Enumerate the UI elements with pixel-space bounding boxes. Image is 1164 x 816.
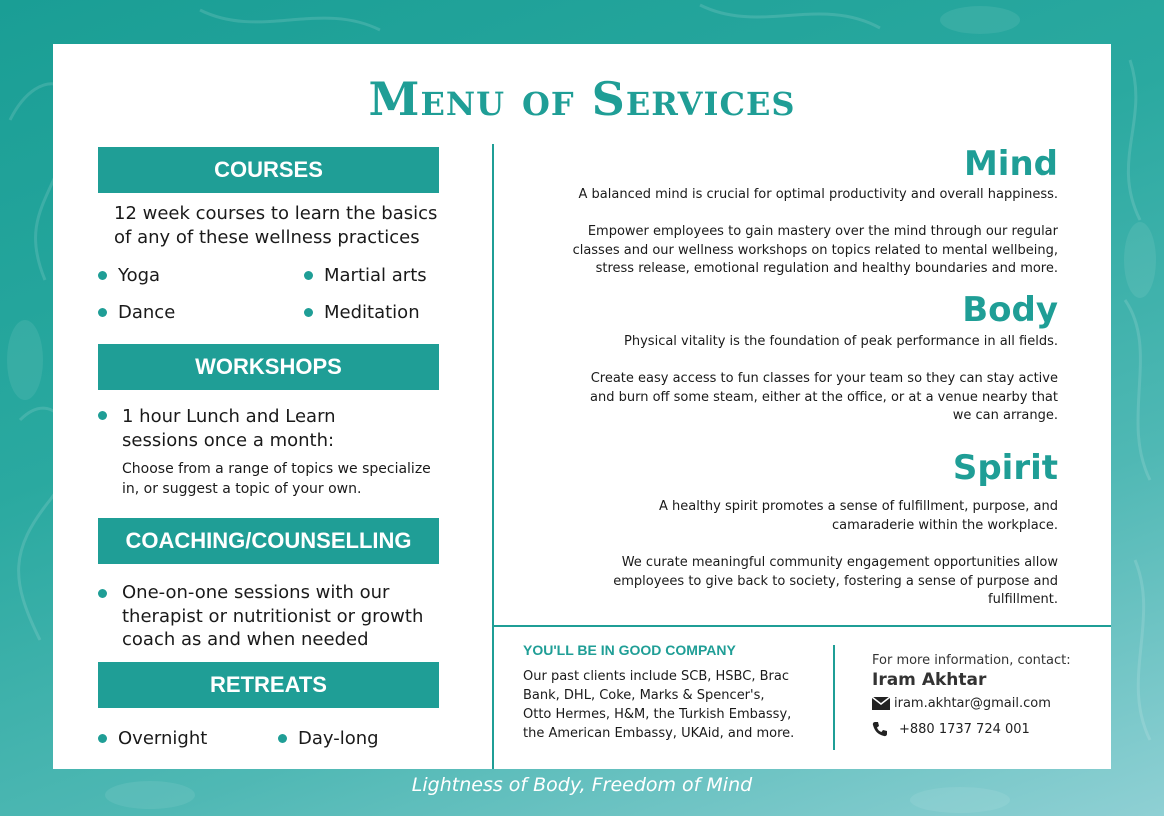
workshops-item-line: sessions once a month: [122,430,335,451]
company-text-line: Our past clients include SCB, HSBC, Brac [523,669,789,684]
retreats-header: RETREATS [98,662,439,708]
body-heading: Body [962,290,1058,330]
body-description [590,370,1058,426]
courses-description-line: 12 week courses to learn the basics [114,203,438,224]
course-label: Dance [118,302,176,323]
phone-icon [872,721,888,737]
tagline: Lightness of Body, Freedom of Mind [411,774,753,796]
mind-description-line: stress release, emotional regulation and healthy boundaries and more. [595,261,1058,276]
company-heading: YOU'LL BE IN GOOD COMPANY [523,642,736,658]
spirit-heading: Spirit [952,448,1058,488]
mind-intro: A balanced mind is crucial for optimal productivity and overall happiness. [578,187,1058,202]
contact-label: For more information, contact: [872,653,1071,668]
courses-description-line: of any of these wellness practices [114,227,420,248]
body-description-line: Create easy access to fun classes for your team so they can stay active [590,371,1058,386]
column-divider [492,144,494,769]
spirit-intro-line: A healthy spirit promotes a sense of fulfillment, purpose, and [658,499,1058,514]
bullet-icon [98,589,107,598]
mind-heading: Mind [963,144,1058,184]
company-text [523,667,808,743]
workshops-detail-line: Choose from a range of topics we specialize [122,461,431,477]
bullet-icon [278,734,287,743]
course-item-meditation [304,302,420,323]
spirit-description-line: fulfillment. [988,592,1058,607]
envelope-icon [872,697,890,710]
coaching-item-line: therapist or nutritionist or growth [122,605,424,627]
courses-header: COURSES [98,147,439,193]
coaching-item-line: coach as and when needed [122,629,369,650]
footer-divider [833,645,835,750]
bullet-icon [98,411,107,420]
workshops-detail [122,459,431,499]
spirit-description-line: employees to give back to society, fostering a sense of purpose and [613,573,1058,589]
contact-email-row [872,696,1051,711]
coaching-item-line: One-on-one sessions with our [122,582,390,603]
course-item-dance [98,302,175,323]
page-title: Menu of Services [368,72,796,126]
course-label: Martial arts [324,265,427,286]
course-label: Meditation [324,302,420,323]
body-description-line: and burn off some steam, either at the office, or at a venue nearby that [590,389,1058,405]
retreat-item-day-long [278,728,379,749]
body-description-line: we can arrange. [952,408,1058,423]
spirit-intro-line: camaraderie within the workplace. [832,517,1058,533]
spirit-intro [659,498,1058,535]
retreat-label: Day-long [298,728,379,749]
workshops-item [122,405,336,453]
bullet-icon [98,308,107,317]
bullet-icon [98,734,107,743]
spirit-description [613,554,1058,610]
course-item-yoga [98,265,160,286]
mind-description [573,223,1058,279]
horizontal-divider [494,625,1111,627]
retreat-item-overnight [98,728,207,749]
mind-description-line: Empower employees to gain mastery over the mind through our regular [587,224,1058,239]
workshops-detail-line: in, or suggest a topic of your own. [122,481,362,497]
contact-phone[interactable]: +880 1737 724 001 [899,721,1030,737]
retreat-label: Overnight [118,728,208,749]
courses-description [114,202,437,250]
company-text-line: Otto Hermes, H&M, the Turkish Embassy, [523,707,792,722]
workshops-header: WORKSHOPS [98,344,439,390]
contact-name: Iram Akhtar [872,670,987,690]
bullet-icon [304,271,313,280]
course-item-martial-arts [304,265,427,286]
bullet-icon [304,308,313,317]
company-text-line: Bank, DHL, Coke, Marks & Spencer's, [523,688,765,703]
spirit-description-line: We curate meaningful community engagement opportunities allow [621,555,1058,570]
contact-email[interactable]: iram.akhtar@gmail.com [894,696,1051,711]
bullet-icon [98,271,107,280]
body-intro: Physical vitality is the foundation of peak performance in all fields. [624,334,1058,349]
coaching-item [122,581,423,652]
services-card [53,44,1111,769]
contact-phone-row [872,721,1030,737]
workshops-item-line: 1 hour Lunch and Learn [122,406,336,427]
course-label: Yoga [118,265,161,286]
coaching-header: COACHING/COUNSELLING [98,518,439,564]
company-text-line: the American Embassy, UKAid, and more. [523,726,795,741]
mind-description-line: classes and our wellness workshops on topics related to mental wellbeing, [572,242,1058,258]
